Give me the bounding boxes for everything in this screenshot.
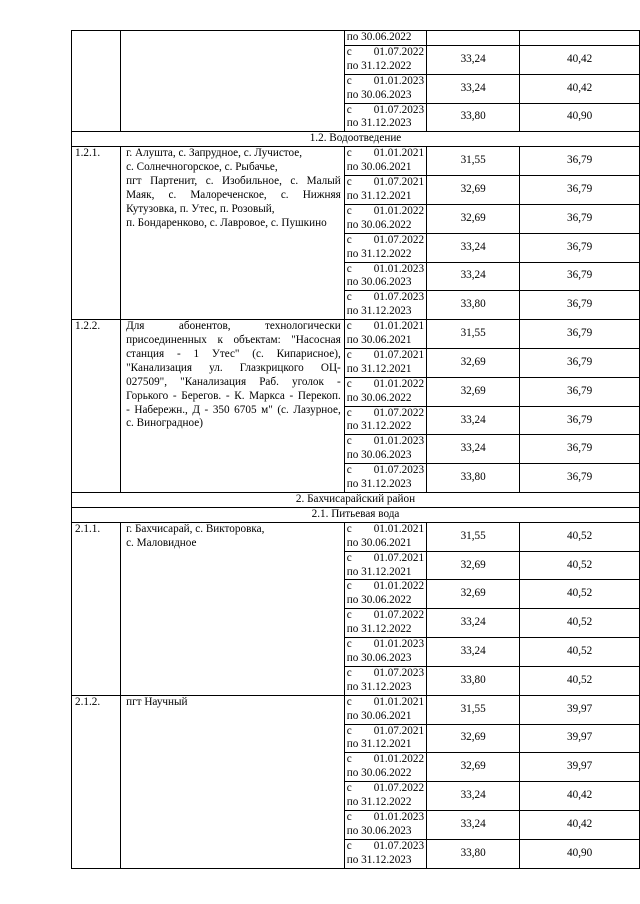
period-prefix: с <box>346 810 352 823</box>
period-from-line <box>347 75 424 89</box>
period-prefix: с <box>346 580 352 593</box>
period-from-line <box>347 811 424 825</box>
value-cell: 33,80 <box>427 103 520 132</box>
period-from-line <box>347 176 424 190</box>
value-cell: 40,42 <box>520 810 640 839</box>
period-from-line <box>347 147 424 161</box>
description-line: Кутузовка, п. Утес, п. Розовый, <box>126 202 275 215</box>
period-to: по 31.12.2022 <box>346 59 412 72</box>
value-cell: 33,80 <box>427 291 520 320</box>
description-line: с. Виноградное) <box>126 417 203 430</box>
period-prefix: с <box>346 753 352 766</box>
period-from: 01.01.2022 <box>373 580 425 593</box>
period-prefix: с <box>346 464 352 477</box>
value-cell: 32,69 <box>427 724 520 753</box>
period-from: 01.01.2021 <box>373 522 425 535</box>
table-row <box>72 320 640 349</box>
table-row <box>72 31 640 46</box>
period-to: по 30.06.2022 <box>346 594 412 607</box>
value-cell: 36,79 <box>520 176 640 205</box>
period-cell <box>344 103 426 132</box>
period-cell <box>344 695 426 724</box>
period-to: по 31.12.2021 <box>346 362 412 375</box>
value-cell: 31,55 <box>427 695 520 724</box>
period-to: по 30.06.2021 <box>346 709 412 722</box>
period-cell <box>344 262 426 291</box>
section-header: 1.2. Водоотведение <box>72 132 640 147</box>
period-to: по 30.06.2021 <box>346 334 412 347</box>
period-to: по 31.12.2023 <box>346 853 412 866</box>
value-cell: 40,42 <box>520 45 640 74</box>
period-cell <box>344 204 426 233</box>
period-prefix: с <box>346 406 352 419</box>
period-from: 01.07.2022 <box>373 406 425 419</box>
period-from: 01.01.2023 <box>373 74 425 87</box>
period-from-line <box>347 753 424 767</box>
period-prefix: с <box>346 551 352 564</box>
period-prefix: с <box>346 45 352 58</box>
period-cell <box>344 31 426 46</box>
value-cell: 40,90 <box>520 839 640 868</box>
period-prefix: с <box>346 724 352 737</box>
description-line: станция - 1 Утес" (с. Кипарисное), <box>126 347 341 360</box>
description-line: г. Алушта, с. Запрудное, с. Лучистое, <box>126 147 303 160</box>
period-to: по 31.12.2023 <box>346 305 412 318</box>
period-cell <box>344 348 426 377</box>
section-header-row <box>72 132 640 147</box>
value-cell: 32,69 <box>427 348 520 377</box>
period-cell <box>344 464 426 493</box>
period-from-line <box>347 205 424 219</box>
tariff-table <box>71 30 640 869</box>
period-from: 01.07.2021 <box>373 551 425 564</box>
period-cell <box>344 609 426 638</box>
description-cell <box>121 695 345 868</box>
value-cell: 33,24 <box>427 262 520 291</box>
value-cell: 33,24 <box>427 74 520 103</box>
period-prefix: с <box>346 695 352 708</box>
period-prefix: с <box>346 147 352 160</box>
value-cell: 33,80 <box>427 839 520 868</box>
period-from-line <box>347 667 424 681</box>
period-cell <box>344 45 426 74</box>
period-cell <box>344 782 426 811</box>
description-line: присоединенных к объектам: "Насосная <box>126 334 341 347</box>
period-from: 01.01.2022 <box>373 753 425 766</box>
value-cell: 32,69 <box>427 176 520 205</box>
period-from-line <box>347 523 424 537</box>
description-line: - Набережн., Д - 350 6705 м" (с. Лазурное, <box>126 403 341 416</box>
period-prefix: с <box>346 291 352 304</box>
period-from-line <box>347 609 424 623</box>
value-cell: 31,55 <box>427 147 520 176</box>
period-to: по 31.12.2022 <box>346 247 412 260</box>
period-from-line <box>347 696 424 710</box>
value-cell: 36,79 <box>520 464 640 493</box>
period-to: по 31.12.2022 <box>346 420 412 433</box>
period-from: 01.01.2021 <box>373 320 425 333</box>
period-from-line <box>347 552 424 566</box>
description-line: г. Бахчисарай, с. Викторовка, <box>126 522 265 535</box>
period-from-line <box>347 435 424 449</box>
period-cell <box>344 435 426 464</box>
period-from-line <box>347 349 424 363</box>
value-cell: 40,52 <box>520 638 640 667</box>
period-prefix: с <box>346 204 352 217</box>
value-cell: 32,69 <box>427 551 520 580</box>
period-cell <box>344 580 426 609</box>
period-prefix: с <box>346 74 352 87</box>
value-cell: 31,55 <box>427 320 520 349</box>
code-cell <box>72 31 121 132</box>
period-from: 01.07.2023 <box>373 839 425 852</box>
period-from-line <box>347 725 424 739</box>
period-cell <box>344 377 426 406</box>
period-from-line <box>347 840 424 854</box>
value-cell: 32,69 <box>427 204 520 233</box>
period-prefix: с <box>346 233 352 246</box>
period-from-line <box>347 291 424 305</box>
period-from: 01.01.2022 <box>373 377 425 390</box>
period-from-line <box>347 378 424 392</box>
period-to: по 31.12.2021 <box>346 565 412 578</box>
period-from-line <box>347 464 424 478</box>
period-cell <box>344 406 426 435</box>
period-from-line <box>347 104 424 118</box>
period-prefix: с <box>346 522 352 535</box>
period-prefix: с <box>346 638 352 651</box>
period-to: по 30.06.2023 <box>346 276 412 289</box>
value-cell: 33,24 <box>427 435 520 464</box>
period-from-line <box>347 407 424 421</box>
value-cell: 33,24 <box>427 638 520 667</box>
period-from-line <box>347 263 424 277</box>
period-to: по 30.06.2023 <box>346 449 412 462</box>
description-line: "Канализация ул. Глазкрицкого ОЦ- <box>126 361 341 374</box>
period-prefix: с <box>346 262 352 275</box>
value-cell: 40,90 <box>520 103 640 132</box>
description-line: с. Солнечногорское, с. Рыбачье, <box>126 161 278 174</box>
value-cell: 31,55 <box>427 522 520 551</box>
period-from-line <box>347 638 424 652</box>
value-cell: 33,24 <box>427 810 520 839</box>
period-from: 01.07.2022 <box>373 782 425 795</box>
period-to: по 30.06.2022 <box>346 767 412 780</box>
value-cell: 32,69 <box>427 753 520 782</box>
period-cell <box>344 638 426 667</box>
period-to: по 30.06.2022 <box>346 391 412 404</box>
tariff-table-body <box>72 31 640 869</box>
period-from-line <box>347 234 424 248</box>
value-cell: 36,79 <box>520 204 640 233</box>
code-cell: 2.1.2. <box>72 695 121 868</box>
period-cell <box>344 724 426 753</box>
code-cell: 1.2.1. <box>72 147 121 320</box>
description-line: пгт Партенит, с. Изобильное, с. Малый <box>126 175 341 188</box>
value-cell: 40,52 <box>520 522 640 551</box>
description-line: Горького - Берегов. - К. Маркса - Перекоп. <box>126 389 341 402</box>
value-cell: 39,97 <box>520 724 640 753</box>
description-line: Для абонентов, технологически <box>126 320 341 333</box>
period-cell <box>344 551 426 580</box>
value-cell: 39,97 <box>520 695 640 724</box>
code-cell: 2.1.1. <box>72 522 121 695</box>
value-cell: 33,24 <box>427 609 520 638</box>
section-header: 2.1. Питьевая вода <box>72 507 640 522</box>
period-from-line <box>347 782 424 796</box>
section-header-row <box>72 493 640 508</box>
section-header: 2. Бахчисарайский район <box>72 493 640 508</box>
period-to: по 31.12.2021 <box>346 738 412 751</box>
value-cell: 32,69 <box>427 377 520 406</box>
description-cell <box>121 31 345 132</box>
value-cell: 33,24 <box>427 233 520 262</box>
table-row <box>72 522 640 551</box>
description-line: 027509", "Канализация Раб. уголок - <box>126 375 341 388</box>
period-prefix: с <box>346 435 352 448</box>
period-to: по 31.12.2022 <box>346 623 412 636</box>
period-prefix: с <box>346 377 352 390</box>
description-line: пгт Научный <box>126 695 188 708</box>
period-from: 01.01.2023 <box>373 435 425 448</box>
value-cell: 39,97 <box>520 753 640 782</box>
description-cell <box>121 320 345 493</box>
value-cell: 33,24 <box>427 406 520 435</box>
period-from: 01.07.2023 <box>373 103 425 116</box>
period-to: по 31.12.2022 <box>346 796 412 809</box>
period-cell <box>344 176 426 205</box>
value-cell: 36,79 <box>520 348 640 377</box>
period-prefix: с <box>346 782 352 795</box>
value-cell: 33,24 <box>427 782 520 811</box>
period-to: по 31.12.2023 <box>346 478 412 491</box>
period-from: 01.01.2021 <box>373 695 425 708</box>
period-to: по 30.06.2022 <box>346 31 412 43</box>
period-cell <box>344 666 426 695</box>
code-cell: 1.2.2. <box>72 320 121 493</box>
period-from: 01.07.2023 <box>373 666 425 679</box>
period-from-line <box>347 580 424 594</box>
period-prefix: с <box>346 666 352 679</box>
period-from-line <box>347 320 424 334</box>
value-cell: 40,52 <box>520 666 640 695</box>
period-cell <box>344 810 426 839</box>
period-from: 01.07.2022 <box>373 609 425 622</box>
description-line: п. Бондаренково, с. Лавровое, с. Пушкино <box>126 216 327 229</box>
period-from: 01.07.2022 <box>373 233 425 246</box>
period-cell <box>344 233 426 262</box>
period-cell <box>344 147 426 176</box>
value-cell: 36,79 <box>520 262 640 291</box>
period-to: по 30.06.2023 <box>346 88 412 101</box>
period-to: по 31.12.2021 <box>346 189 412 202</box>
period-prefix: с <box>346 103 352 116</box>
value-cell: 32,69 <box>427 580 520 609</box>
value-cell: 40,52 <box>520 580 640 609</box>
period-to: по 30.06.2021 <box>346 161 412 174</box>
period-from: 01.07.2022 <box>373 45 425 58</box>
period-from: 01.01.2022 <box>373 204 425 217</box>
description-line: с. Маловидное <box>126 536 197 549</box>
period-to: по 30.06.2023 <box>346 651 412 664</box>
period-cell <box>344 291 426 320</box>
period-from: 01.07.2021 <box>373 176 425 189</box>
period-prefix: с <box>346 609 352 622</box>
value-cell: 36,79 <box>520 291 640 320</box>
period-to: по 30.06.2021 <box>346 536 412 549</box>
table-row <box>72 695 640 724</box>
value-cell: 36,79 <box>520 147 640 176</box>
period-from: 01.01.2021 <box>373 147 425 160</box>
section-header-row <box>72 507 640 522</box>
value-cell: 40,52 <box>520 551 640 580</box>
period-to: по 31.12.2023 <box>346 680 412 693</box>
description-cell <box>121 522 345 695</box>
value-cell: 36,79 <box>520 406 640 435</box>
period-prefix: с <box>346 348 352 361</box>
period-cell <box>344 839 426 868</box>
value-cell: 33,80 <box>427 666 520 695</box>
value-cell: 40,52 <box>520 609 640 638</box>
value-cell: 36,79 <box>520 233 640 262</box>
table-row <box>72 147 640 176</box>
period-prefix: с <box>346 176 352 189</box>
period-from-line <box>347 46 424 60</box>
value-cell: 36,79 <box>520 377 640 406</box>
value-cell: 36,79 <box>520 435 640 464</box>
period-from: 01.01.2023 <box>373 810 425 823</box>
period-to: по 31.12.2023 <box>346 117 412 130</box>
value-cell: 40,42 <box>520 782 640 811</box>
value-cell <box>427 31 520 46</box>
period-cell <box>344 320 426 349</box>
value-cell: 33,80 <box>427 464 520 493</box>
period-cell <box>344 74 426 103</box>
period-prefix: с <box>346 320 352 333</box>
value-cell: 40,42 <box>520 74 640 103</box>
value-cell: 36,79 <box>520 320 640 349</box>
period-cell <box>344 522 426 551</box>
value-cell: 33,24 <box>427 45 520 74</box>
period-from: 01.07.2023 <box>373 291 425 304</box>
period-to: по 30.06.2023 <box>346 824 412 837</box>
period-from: 01.07.2021 <box>373 724 425 737</box>
description-cell <box>121 147 345 320</box>
period-from: 01.07.2021 <box>373 348 425 361</box>
period-prefix: с <box>346 839 352 852</box>
value-cell <box>520 31 640 46</box>
period-to: по 30.06.2022 <box>346 218 412 231</box>
description-line: Маяк, с. Малореченское, с. Нижняя <box>126 188 341 201</box>
period-from: 01.01.2023 <box>373 262 425 275</box>
period-cell <box>344 753 426 782</box>
period-from: 01.01.2023 <box>373 638 425 651</box>
period-from: 01.07.2023 <box>373 464 425 477</box>
